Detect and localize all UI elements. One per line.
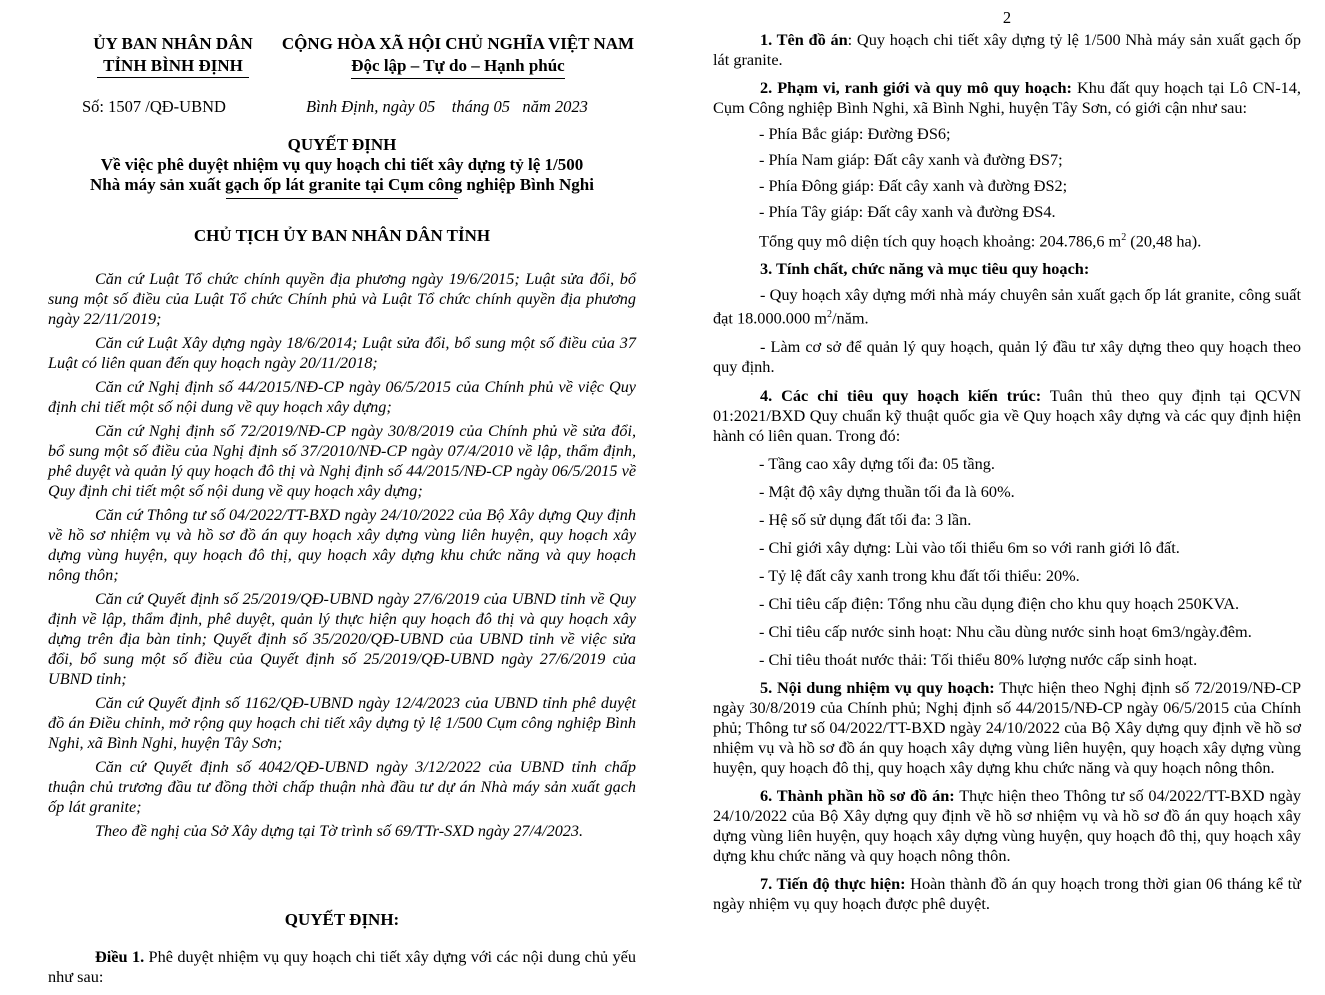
article-1-text: Phê duyệt nhiệm vụ quy hoạch chi tiết xây dựng với các nội dung chủ yếu như sau:	[48, 947, 636, 986]
agency-line1: ỦY BAN NHÂN DÂN	[93, 34, 253, 53]
section-6	[713, 786, 1301, 866]
decision-content	[713, 30, 1301, 914]
section-2	[713, 78, 1301, 118]
indicator-item: - Chỉ giới xây dựng: Lùi vào tối thiểu 6m so với ranh giới lô đất.	[759, 537, 1180, 557]
legal-basis: Căn cứ Luật Tổ chức chính quyền địa phương ngày 19/6/2015; Luật sửa đổi, bổ sung một số điều của Luật Tổ chức Chính phủ và Luật Tổ chức chính quyền địa phương ngày 22/11/2019;	[48, 270, 636, 328]
section-5-label: 5. Nội dung nhiệm vụ quy hoạch:	[760, 677, 995, 697]
section-7	[713, 874, 1301, 914]
boundary-item: - Phía Nam giáp: Đất cây xanh và đường ĐS7;	[759, 150, 1063, 169]
section-5	[713, 678, 1301, 778]
legal-basis: Căn cứ Quyết định số 25/2019/QĐ-UBND ngày 27/6/2019 của UBND tỉnh về Quy định về lập, thẩm định, phê duyệt, quản lý thực hiện quy hoạch đô thị và quy hoạch xây dựng trên địa bàn tỉnh; Quyết định số 35/2020/QĐ-UBND của UBND tỉnh về việc sửa đổi, bổ sung một số điều của Quyết định số 25/2019/QĐ-UBND ngày 27/6/2019 của UBND tỉnh;	[48, 590, 636, 688]
title-divider	[226, 198, 458, 199]
section-2-label: 2. Phạm vi, ranh giới và quy mô quy hoạch:	[760, 78, 1072, 97]
document-title: QUYẾT ĐỊNH	[287, 135, 397, 154]
indicator-item: - Mật độ xây dựng thuần tối đa là 60%.	[759, 481, 1015, 501]
section-7-label: 7. Tiến độ thực hiện:	[760, 873, 906, 893]
decision-heading: QUYẾT ĐỊNH:	[284, 910, 400, 929]
total-area: Tổng quy mô diện tích quy hoạch khoảng: 204.786,6 $m^2$ (20,48 ha).	[759, 231, 1202, 251]
page-number: 2	[1002, 8, 1012, 27]
section-3-item: - Quy hoạch xây dựng mới nhà máy chuyên sản xuất gạch ốp lát granite, công suất đạt 18.000.000 $m^2$/năm.	[713, 285, 1301, 328]
document-number: Số: 1507 /QĐ-UBND	[82, 97, 226, 116]
legal-basis: Căn cứ Nghị định số 72/2019/NĐ-CP ngày 30/8/2019 của Chính phủ về sửa đổi, bổ sung một số điều của Nghị định số 37/2010/NĐ-CP ngày 07/4/2010 về lập, thẩm định, phê duyệt và quản lý quy hoạch đô thị và Nghị định số 44/2015/NĐ-CP ngày 06/5/2015 về Quy định chi tiết một số nội dung về quy hoạch xây dựng;	[48, 422, 636, 500]
boundary-item: - Phía Bắc giáp: Đường ĐS6;	[759, 124, 951, 143]
section-6-text: Thực hiện theo Thông tư số 04/2022/TT-BXD ngày 24/10/2022 của Bộ Xây dựng quy định về hồ sơ nhiệm vụ và hồ sơ đồ án quy hoạch xây dựng vùng liên huyện, quy hoạch xây dựng vùng huyện, quy hoạch đô thị, quy hoạch xây dựng khu chức năng và quy hoạch nông thôn.	[713, 785, 1301, 865]
section-4-text: Tuân thủ theo quy định tại QCVN 01:2021/BXD Quy chuẩn kỹ thuật quốc gia về Quy hoạch xây dựng và các quy định hiện hành có liên quan. Trong đó:	[713, 385, 1301, 445]
section-6-label: 6. Thành phần hồ sơ đồ án:	[760, 785, 955, 805]
indicator-item: - Hệ số sử dụng đất tối đa: 3 lần.	[759, 509, 972, 529]
article-1-label: Điều 1.	[95, 947, 145, 966]
section-1	[713, 30, 1301, 70]
article-1	[48, 947, 636, 987]
agency-line2: TỈNH BÌNH ĐỊNH	[48, 55, 298, 78]
nation-header	[278, 33, 638, 79]
decision-title-block	[48, 135, 636, 199]
agency-header	[48, 33, 298, 78]
nation-line1: CỘNG HÒA XÃ HỘI CHỦ NGHĨA VIỆT NAM	[281, 34, 635, 53]
indicator-item: - Tầng cao xây dựng tối đa: 05 tầng.	[759, 453, 995, 473]
section-3-item: - Làm cơ sở để quản lý quy hoạch, quản lý đầu tư xây dựng theo quy hoạch theo quy định.	[713, 336, 1301, 376]
section-4-label: 4. Các chỉ tiêu quy hoạch kiến trúc:	[760, 385, 1042, 405]
subject-line1: Về việc phê duyệt nhiệm vụ quy hoạch chi tiết xây dựng tỷ lệ 1/500	[100, 155, 584, 174]
nation-motto: Độc lập – Tự do – Hạnh phúc	[278, 55, 638, 79]
legal-basis: Theo đề nghị của Sở Xây dựng tại Tờ trình số 69/TTr-SXD ngày 27/4/2023.	[95, 822, 584, 840]
legal-basis: Căn cứ Nghị định số 44/2015/NĐ-CP ngày 06/5/2015 của Chính phủ về việc Quy định chi tiết một số nội dung về quy hoạch xây dựng;	[48, 378, 636, 416]
section-4	[713, 386, 1301, 446]
indicator-item: - Tỷ lệ đất cây xanh trong khu đất tối thiểu: 20%.	[759, 565, 1080, 585]
indicator-item: - Chỉ tiêu cấp nước sinh hoạt: Nhu cầu dùng nước sinh hoạt 6m3/ngày.đêm.	[759, 621, 1252, 641]
indicator-item: - Chỉ tiêu cấp điện: Tổng nhu cầu dụng điện cho khu quy hoạch 250KVA.	[759, 593, 1240, 613]
indicator-item: - Chỉ tiêu thoát nước thải: Tối thiểu 80% lượng nước cấp sinh hoạt.	[759, 649, 1198, 669]
section-7-text: Hoàn thành đồ án quy hoạch trong thời gian 06 tháng kể từ ngày nhiệm vụ quy hoạch được phê duyệt.	[713, 873, 1301, 913]
boundary-item: - Phía Tây giáp: Đất cây xanh và đường ĐS4.	[759, 202, 1056, 221]
legal-basis: Căn cứ Quyết định số 4042/QĐ-UBND ngày 3/12/2022 của UBND tỉnh chấp thuận chủ trương đầu tư đồng thời chấp thuận nhà đầu tư dự án Nhà máy sản xuất gạch ốp lát granite;	[48, 758, 636, 816]
legal-bases	[48, 269, 636, 845]
legal-basis: Căn cứ Thông tư số 04/2022/TT-BXD ngày 24/10/2022 của Bộ Xây dựng Quy định về hồ sơ nhiệm vụ và hồ sơ đồ án quy hoạch xây dựng vùng liên huyện, quy hoạch xây dựng vùng huyện, quy hoạch đô thị, quy hoạch xây dựng khu chức năng và quy hoạch nông thôn;	[48, 506, 636, 584]
subject-line2: Nhà máy sản xuất gạch ốp lát granite tại Cụm công nghiệp Bình Nghi	[90, 175, 594, 194]
section-5-text: Thực hiện theo Nghị định số 72/2019/NĐ-CP ngày 30/8/2019 của Chính phủ; Nghị định số 44/2015/NĐ-CP ngày 06/5/2015 của Chính phủ; Thông tư số 04/2022/TT-BXD ngày 24/10/2022 của Bộ Xây dựng quy định về hồ sơ nhiệm vụ và hồ sơ đồ án quy hoạch xây dựng vùng liên huyện, quy hoạch xây dựng vùng huyện, quy hoạch đô thị, quy hoạch xây dựng khu chức năng và quy hoạch nông thôn.	[713, 677, 1301, 777]
section-1-label: 1. Tên đồ án	[760, 30, 848, 49]
legal-basis: Căn cứ Quyết định số 1162/QĐ-UBND ngày 12/4/2023 của UBND tỉnh phê duyệt đồ án Điều chỉnh, mở rộng quy hoạch chi tiết xây dựng tỷ lệ 1/500 Cụm công nghiệp Bình Nghi, xã Bình Nghi, huyện Tây Sơn;	[48, 694, 636, 752]
section-3-label: 3. Tính chất, chức năng và mục tiêu quy hoạch:	[760, 259, 1090, 279]
section-2-text: Khu đất quy hoạch tại Lô CN-14, Cụm Công nghiệp Bình Nghi, xã Bình Nghi, huyện Tây Sơn, có giới cận như sau:	[713, 78, 1301, 117]
legal-basis: Căn cứ Luật Xây dựng ngày 18/6/2014; Luật sửa đổi, bổ sung một số điều của 37 Luật có liên quan đến quy hoạch ngày 20/11/2018;	[48, 334, 636, 372]
boundary-item: - Phía Đông giáp: Đất cây xanh và đường ĐS2;	[759, 176, 1068, 195]
section-1-text: : Quy hoạch chi tiết xây dựng tỷ lệ 1/500 Nhà máy sản xuất gạch ốp lát granite.	[713, 30, 1301, 69]
authority-heading: CHỦ TỊCH ỦY BAN NHÂN DÂN TỈNH	[193, 226, 491, 245]
section-3	[713, 259, 1301, 279]
place-date: Bình Định, ngày 05 tháng 05 năm 2023	[306, 97, 588, 116]
